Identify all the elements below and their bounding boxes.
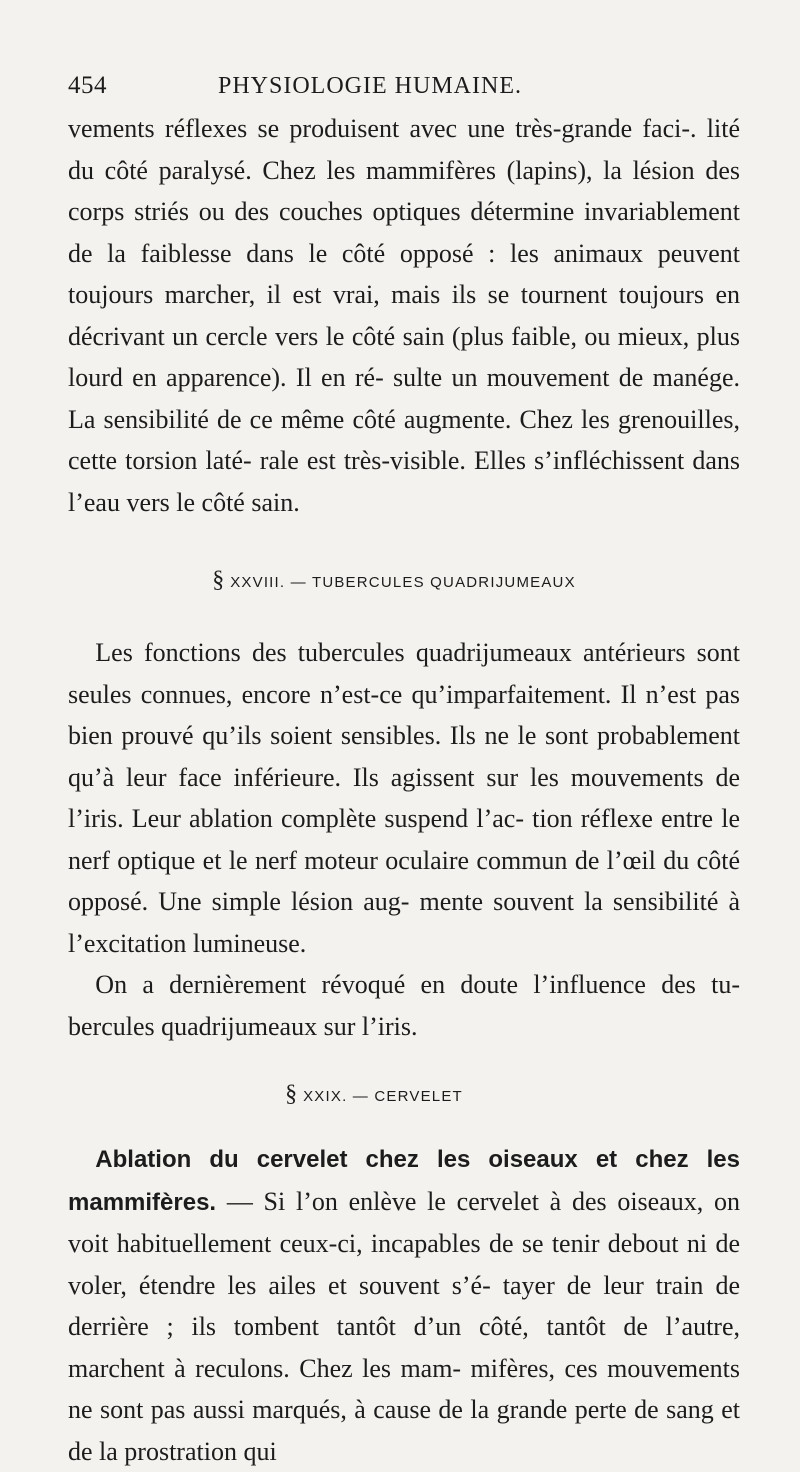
running-title: PHYSIOLOGIE HUMAINE. <box>218 73 522 99</box>
paragraph-cervelet <box>68 1138 740 1472</box>
section-symbol: § <box>212 567 225 593</box>
section-title: XXVIII. — TUBERCULES QUADRIJUMEAUX <box>230 574 576 591</box>
section-symbol: § <box>285 1081 298 1107</box>
paragraph-iris: On a dernièrement révoqué en doute l’influence des tu- bercules quadrijumeaux sur l’iris. <box>68 970 740 1041</box>
section-title: XXIX. — CERVELET <box>303 1088 463 1105</box>
paragraph-continuation: vements réflexes se produisent avec une très-grande faci-. lité du côté paralysé. Chez les mammifères (lapins), la lésion des corps striés ou des couches optiques détermine invariablement de la faiblesse dans le côté opposé : les animaux peuvent toujours marcher, il est vrai, mais ils se tournent toujours en décrivant un cercle vers le côté sain (plus faible, ou mieux, plus lourd en apparence). Il en ré- sulte un mouvement de manége. La sensibilité de ce même côté augmente. Chez les grenouilles, cette torsion laté- rale est très-visible. Elles s’infléchissent dans l’eau vers le côté sain. <box>68 114 740 517</box>
section-heading-xxviii <box>68 567 740 594</box>
running-header <box>68 72 740 100</box>
section-heading-xxix <box>68 1081 740 1108</box>
paragraph-tubercules: Les fonctions des tubercules quadrijumeaux antérieurs sont seules connues, encore n’est-ce qu’imparfaitement. Il n’est pas bien prouvé qu’ils soient sensibles. Ils ne le sont probablement qu’à leur face inférieure. Ils agissent sur les mouvements de l’iris. Leur ablation complète suspend l’ac- tion réflexe entre le nerf optique et le nerf moteur oculaire commun de l’œil du côté opposé. Une simple lésion aug- mente souvent la sensibilité à l’excitation lumineuse. <box>68 638 740 958</box>
paragraph-body: — Si l’on enlève le cervelet à des oiseaux, on voit habituellement ceux-ci, incapables de se tenir debout ni de voler, étendre les ailes et souvent s’é- tayer de leur train de derrière ; ils tombent tantôt d’un côté, tantôt de l’autre, marchent à reculons. Chez les mam- mifères, ces mouvements ne sont pas aussi marqués, à cause de la grande perte de sang et de la prostration qui <box>68 1186 740 1466</box>
page-number: 454 <box>68 72 107 99</box>
paragraph-lead-heading: Ablation du cervelet chez les oiseaux et chez les mammifères. <box>68 1146 740 1216</box>
